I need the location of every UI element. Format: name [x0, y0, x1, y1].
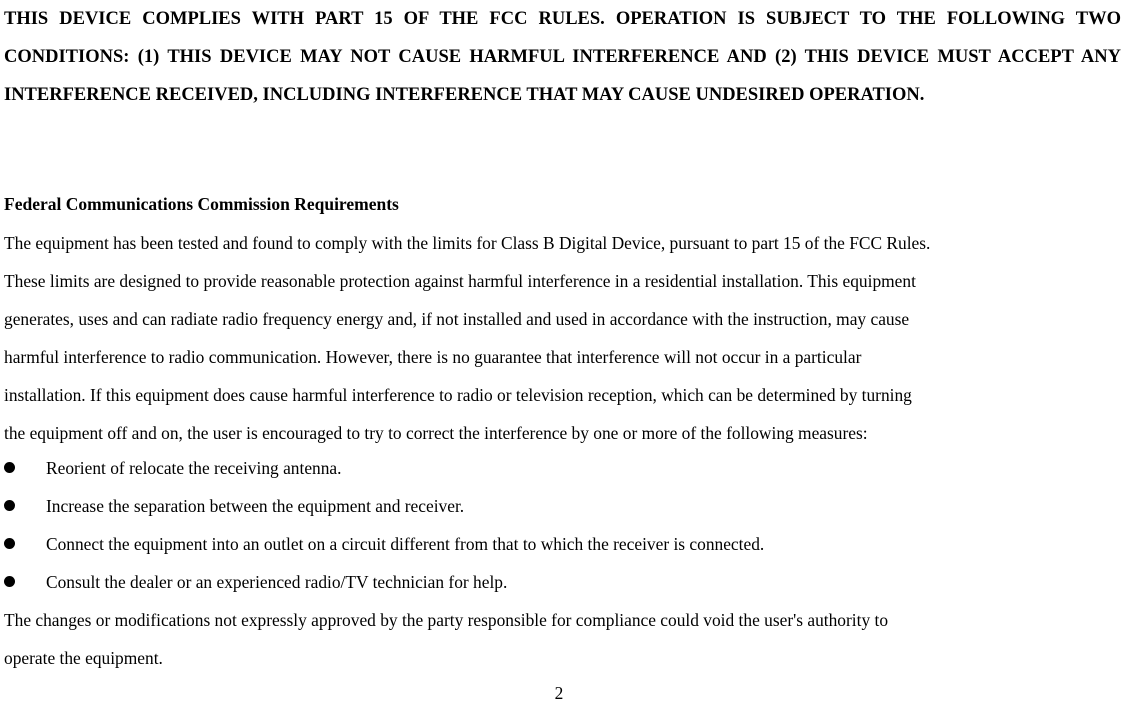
fcc-compliance-warning: THIS DEVICE COMPLIES WITH PART 15 OF THE FCC RULES. OPERATION IS SUBJECT TO THE FOLLOWING TWO CONDITIONS: (1) THIS DEVICE MAY NOT CAUSE HARMFUL INTERFERENCE AND (2) THIS DEVICE MUST ACCEPT ANY INTERFERENCE RECEIVED, INCLUDING INTERFERENCE THAT MAY CAUSE UNDESIRED OPERATION.	[4, 9, 1121, 105]
body-line: generates, uses and can radiate radio frequency energy and, if not installed and used in accordance with the instruction, may cause	[4, 309, 910, 329]
bullet-text: Increase the separation between the equipment and receiver.	[46, 496, 465, 516]
bullet-text: Reorient of relocate the receiving antenna.	[46, 458, 342, 478]
body-line: These limits are designed to provide reasonable protection against harmful interference in a residential installation. This equipment	[4, 271, 916, 291]
body-line: The equipment has been tested and found to comply with the limits for Class B Digital Device, pursuant to part 15 of the FCC Rules.	[4, 233, 931, 253]
body-line: installation. If this equipment does cause harmful interference to radio or television reception, which can be determined by turning	[4, 385, 912, 405]
closing-line: operate the equipment.	[4, 648, 163, 668]
body-line: the equipment off and on, the user is encouraged to try to correct the interference by one or more of the following measures:	[4, 423, 868, 443]
bullet-dot-icon	[4, 576, 15, 587]
closing-line: The changes or modifications not expressly approved by the party responsible for compliance could void the user's authority to	[4, 610, 889, 630]
section-heading: Federal Communications Commission Requirements	[4, 194, 399, 214]
bullet-dot-icon	[4, 462, 15, 473]
bullet-dot-icon	[4, 538, 15, 549]
bullet-dot-icon	[4, 500, 15, 511]
body-line: harmful interference to radio communication. However, there is no guarantee that interference will not occur in a particular	[4, 347, 862, 367]
bullet-text: Consult the dealer or an experienced radio/TV technician for help.	[46, 572, 508, 592]
bullet-text: Connect the equipment into an outlet on a circuit different from that to which the receiver is connected.	[46, 534, 765, 554]
page-number: 2	[554, 683, 564, 703]
